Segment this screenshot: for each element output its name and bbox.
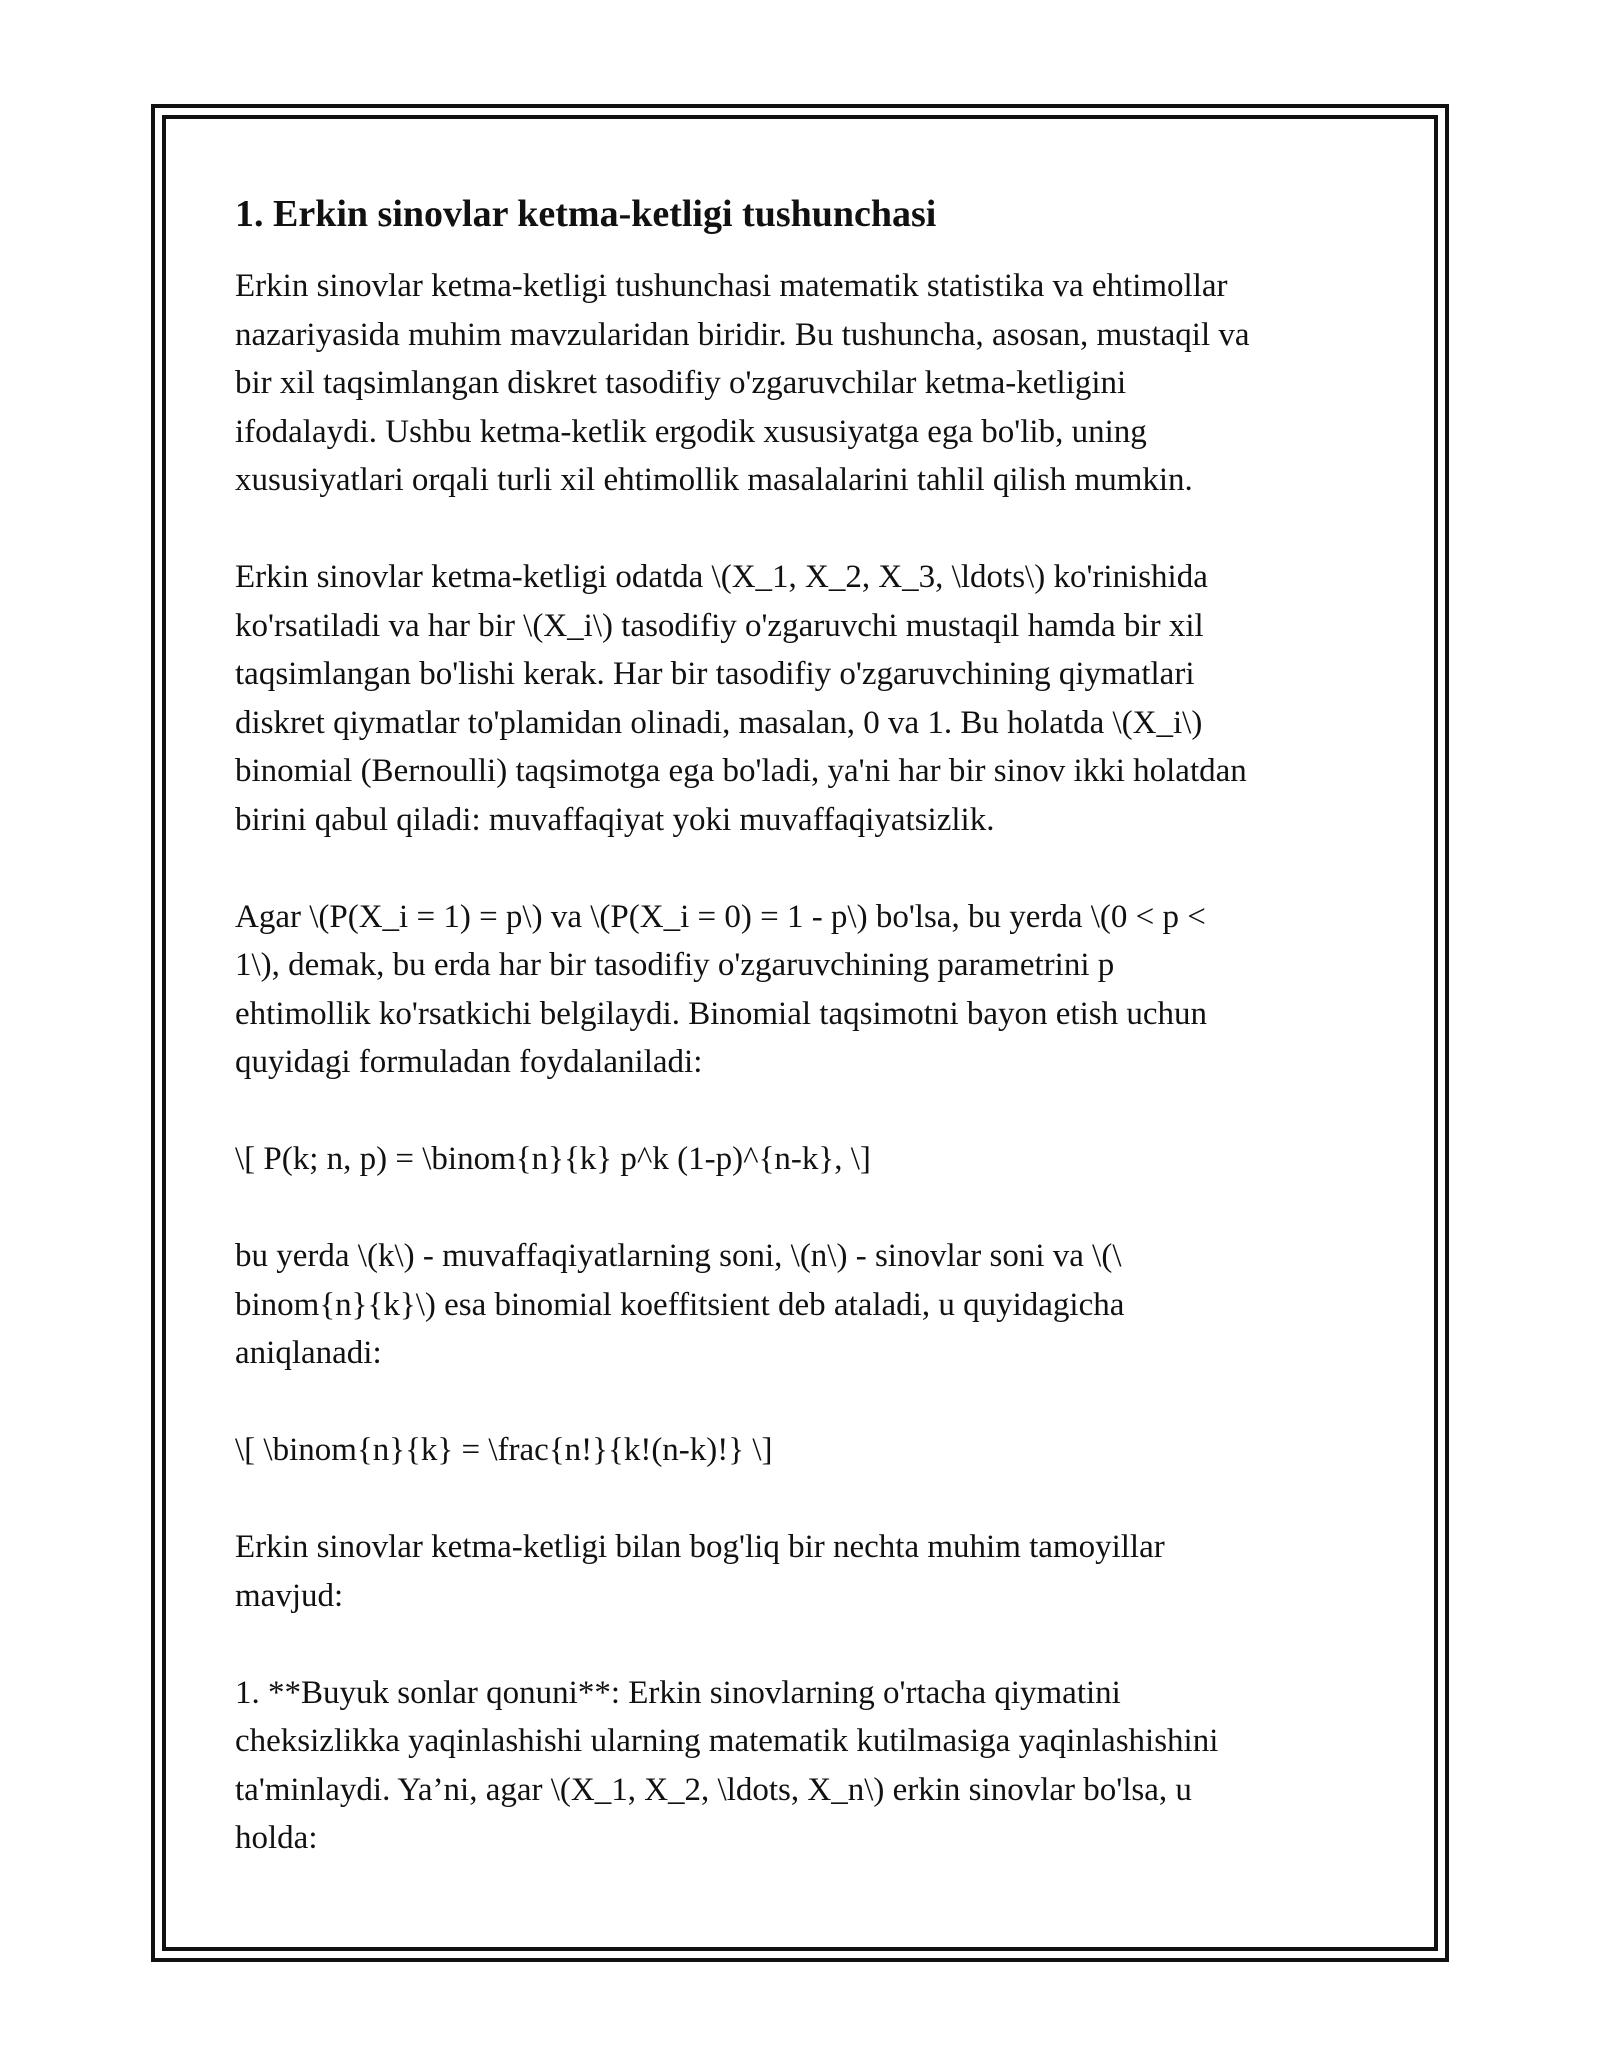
text-line: aniqlanadi: (235, 1335, 382, 1371)
text-line: ko'rsatiladi va har bir \(X_i\) tasodifiy o'zgaruvchi mustaqil hamda bir xil (235, 607, 1204, 644)
text-line: Erkin sinovlar ketma-ketligi bilan bog'liq bir nechta muhim tamoyillar (235, 1529, 1165, 1565)
text-line: Erkin sinovlar ketma-ketligi tushunchasi matematik statistika va ehtimollar (235, 268, 1228, 304)
text-line: holda: (235, 1820, 318, 1856)
section-heading: 1. Erkin sinovlar ketma-ketligi tushunchasi (235, 193, 937, 235)
formula-binomial-distribution (235, 1135, 1375, 1184)
text-line: nazariyasida muhim mavzularidan biridir. Bu tushuncha, asosan, mustaqil va (235, 316, 1250, 353)
formula-line: \[ \binom{n}{k} = \frac{n!}{k!(n-k)!} \] (235, 1432, 773, 1468)
text-line: Agar \(P(X_i = 1) = p\) va \(P(X_i = 0) = 1 - p\) bo'lsa, bu yerda \(0 < p < (235, 898, 1206, 935)
paragraph-intro (235, 262, 1375, 505)
paragraph-sequence-definition (235, 553, 1375, 844)
text-line: bir xil taqsimlangan diskret tasodifiy o'zgaruvchilar ketma-ketligini (235, 365, 1127, 401)
text-line: diskret qiymatlar to'plamidan olinadi, masalan, 0 va 1. Bu holatda \(X_i\) (235, 704, 1203, 741)
text-line: mavjud: (235, 1577, 344, 1614)
text-line: 1\), demak, bu erda har bir tasodifiy o'zgaruvchining parametrini p (235, 947, 1115, 983)
text-line: binomial (Bernoulli) taqsimotga ega bo'ladi, ya'ni har bir sinov ikki holatdan (235, 753, 1247, 789)
list-item-law-of-large-numbers (235, 1669, 1375, 1863)
text-line: cheksizlikka yaqinlashishi ularning matematik kutilmasiga yaqinlashishini (235, 1723, 1219, 1759)
text-line: ehtimollik ko'rsatkichi belgilaydi. Binomial taqsimotni bayon etish uchun (235, 995, 1207, 1032)
text-line: xususiyatlari orqali turli xil ehtimollik masalalarini tahlil qilish mumkin. (235, 462, 1193, 498)
text-line: binom{n}{k}\) esa binomial koeffitsient deb ataladi, u quyidagicha (235, 1286, 1125, 1323)
text-line: taqsimlangan bo'lishi kerak. Har bir tasodifiy o'zgaruvchining qiymatlari (235, 656, 1195, 692)
text-line: Erkin sinovlar ketma-ketligi odatda \(X_1, X_2, X_3, \ldots\) ko'rinishida (235, 559, 1208, 595)
paragraph-variables (235, 1232, 1375, 1378)
paragraph-principles (235, 1523, 1375, 1620)
text-line: ta'minlaydi. Ya’ni, agar \(X_1, X_2, \ldots, X_n\) erkin sinovlar bo'lsa, u (235, 1771, 1192, 1808)
text-line: 1. **Buyuk sonlar qonuni**: Erkin sinovlarning o'rtacha qiymatini (235, 1674, 1121, 1711)
text-line: birini qabul qiladi: muvaffaqiyat yoki muvaffaqiyatsizlik. (235, 801, 995, 838)
paragraph-probability (235, 893, 1375, 1087)
text-line: ifodalaydi. Ushbu ketma-ketlik ergodik xususiyatga ega bo'lib, uning (235, 413, 1147, 450)
text-line: quyidagi formuladan foydalaniladi: (235, 1044, 703, 1080)
document-content (235, 186, 1375, 1911)
text-line: bu yerda \(k\) - muvaffaqiyatlarning soni, \(n\) - sinovlar soni va \(\ (235, 1238, 1122, 1274)
formula-binomial-coefficient (235, 1426, 1375, 1475)
formula-line: \[ P(k; n, p) = \binom{n}{k} p^k (1-p)^{n-k}, \] (235, 1141, 871, 1177)
